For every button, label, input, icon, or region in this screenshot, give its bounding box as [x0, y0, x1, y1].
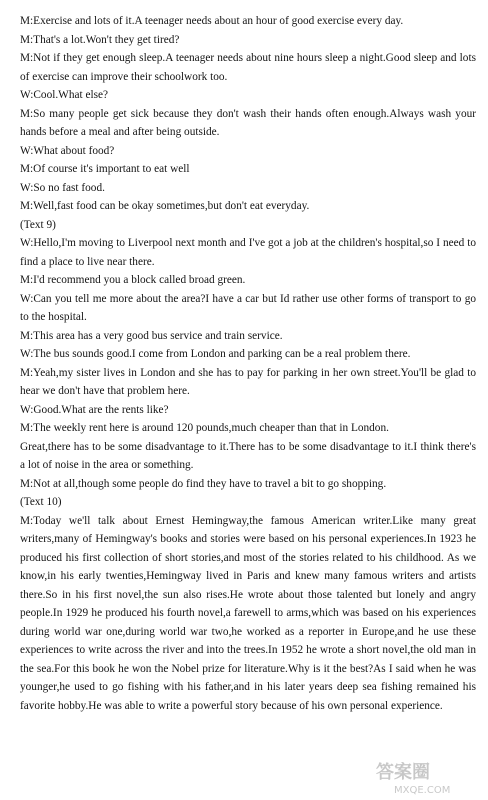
transcript-line: Great,there has to be some disadvantage to it.There has to be some disadvantage to it.I think there's a lot of noise in the area or something. [20, 440, 476, 471]
transcript-line: W:What about food? [20, 144, 115, 157]
watermark-logo-icon [372, 756, 482, 796]
transcript-line: M:Of course it's important to eat well [20, 163, 190, 175]
transcript-page [20, 12, 476, 715]
transcript-line: W:The bus sounds good.I come from London and parking can be a real problem there. [20, 348, 411, 360]
transcript-line: M:So many people get sick because they don't wash their hands often enough.Always wash your hands before a meal and after being outside. [20, 107, 476, 138]
transcript-line: M:This area has a very good bus service and train service. [20, 329, 283, 342]
transcript-line: M:Well,fast food can be okay sometimes,but don't eat everyday. [20, 200, 310, 212]
transcript-line: W:Cool.What else? [20, 89, 109, 101]
transcript-line: M:Exercise and lots of it.A teenager needs about an hour of good exercise every day. [20, 15, 404, 27]
transcript-line: W:Hello,I'm moving to Liverpool next month and I've got a job at the children's hospital,so I need to find a place to live near there. [20, 237, 476, 268]
section-heading-text-10: (Text 10) [20, 496, 62, 508]
transcript-line: M:I'd recommend you a block called broad green. [20, 274, 246, 286]
watermark-logo [372, 756, 482, 796]
watermark-url-text: MXQE.COM [394, 785, 451, 796]
transcript-line: W:So no fast food. [20, 181, 105, 194]
transcript-line: M:The weekly rent here is around 120 pounds,much cheaper than that in London. [20, 422, 389, 434]
transcript-line: M:Not if they get enough sleep.A teenager needs about nine hours sleep a night.Good sleep and lots of exercise can improve their schoolwork too. [20, 52, 476, 83]
watermark-logo-text: 答案圈 [376, 762, 430, 783]
transcript-paragraph: M:Today we'll talk about Ernest Hemingway,the famous American writer.Like many great writers,many of Hemingway's books and stories were based on his personal experiences.In 1923 he produced his first collection of short stories,and most of the stories related to his childhood. As we know,in his early twenties,Hemingway lived in Paris and knew many famous writers and artists there.So in his first novel,the sun also rises.He wrote about those talented but lonely and angry people.In 1929 he produced his fourth novel,a farewell to arms,which was based on his experiences during world war one,during world war two,he worked as a reporter in Europe,and he use these experiences to write across the river and into the trees.In 1952 he wrote a short novel,the old man in the sea.For this book he won the Nobel prize for literature.Why is it the best?As I said when he was younger,he used to go fishing with his father,and in his later years deep sea fishing remained his favorite hobby.He was able to write a powerful story because of his own personal experience. [20, 514, 476, 712]
section-heading-text-9: (Text 9) [20, 218, 56, 231]
transcript-line: M:Not at all,though some people do find they have to travel a bit to go shopping. [20, 477, 387, 490]
transcript-line: M:That's a lot.Won't they get tired? [20, 33, 180, 46]
transcript-line: W:Can you tell me more about the area?I have a car but Id rather use other forms of transport to go to the hospital. [20, 292, 476, 323]
transcript-line: W:Good.What are the rents like? [20, 403, 169, 416]
transcript-line: M:Yeah,my sister lives in London and she has to pay for parking in her own street.You'll be glad to hear we don't have that problem here. [20, 366, 476, 397]
